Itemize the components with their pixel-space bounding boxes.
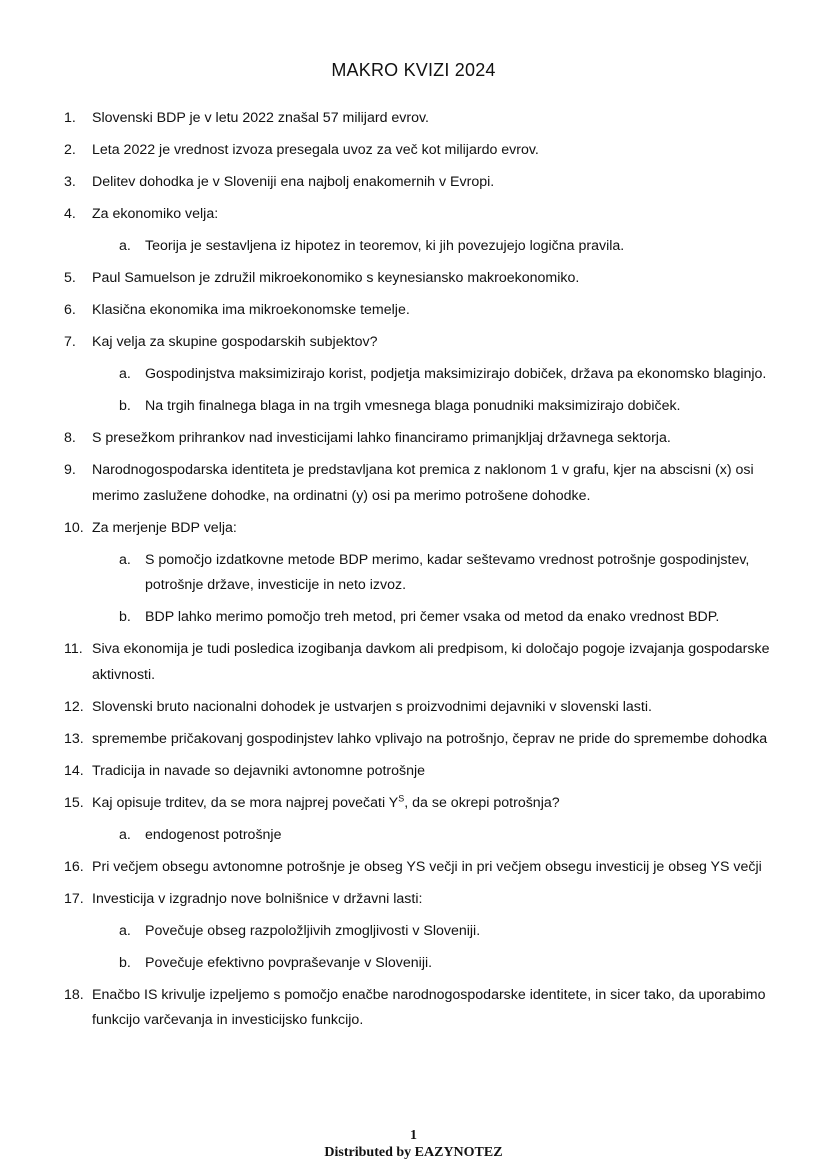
sub-item-letter: b. bbox=[119, 609, 131, 625]
list-item bbox=[0, 855, 827, 881]
item-number: 11. bbox=[64, 641, 83, 657]
sub-item-letter: a. bbox=[119, 366, 131, 382]
sub-item-text: endogenost potrošnje bbox=[145, 826, 282, 843]
list-item bbox=[0, 983, 827, 1034]
sub-item bbox=[0, 605, 827, 631]
item-number: 5. bbox=[64, 270, 76, 286]
list-item bbox=[0, 202, 827, 228]
list-item bbox=[0, 727, 827, 753]
list-item bbox=[0, 298, 827, 324]
item-number: 8. bbox=[64, 430, 76, 446]
question-list bbox=[0, 106, 827, 1040]
list-item bbox=[0, 170, 827, 196]
list-item bbox=[0, 887, 827, 913]
item-text: Investicija v izgradnjo nove bolnišnice v državni lasti: bbox=[92, 890, 423, 907]
item-number: 4. bbox=[64, 206, 76, 222]
sub-item bbox=[0, 234, 827, 260]
item-number: 1. bbox=[64, 110, 76, 126]
sub-item-letter: a. bbox=[119, 551, 131, 568]
item-number: 15. bbox=[64, 794, 84, 811]
item-text-after: , da se okrepi potrošnja? bbox=[404, 794, 560, 811]
list-item bbox=[0, 637, 827, 688]
item-number: 14. bbox=[64, 762, 84, 779]
list-item bbox=[0, 516, 827, 542]
list-item bbox=[0, 458, 827, 509]
item-text: Tradicija in navade so dejavniki avtonomne potrošnje bbox=[92, 762, 426, 779]
item-text: Siva ekonomija je tudi posledica izogibanja davkom ali predpisom, ki določajo pogoje izvajanja gospodarske aktivnosti. bbox=[92, 641, 770, 683]
item-text-before: Kaj opisuje trditev, da se mora najprej povečati Y bbox=[92, 794, 399, 811]
list-item bbox=[0, 759, 827, 785]
list-item bbox=[0, 138, 827, 164]
item-text: Slovenski BDP je v letu 2022 znašal 57 milijard evrov. bbox=[92, 110, 429, 126]
distributed-by-footer: Distributed by EAZYNOTEZ bbox=[324, 1145, 503, 1160]
item-text: Slovenski bruto nacionalni dohodek je ustvarjen s proizvodnimi dejavniki v slovenski lasti. bbox=[92, 698, 652, 715]
item-number: 18. bbox=[64, 986, 84, 1003]
superscript-s: S bbox=[398, 792, 405, 803]
sub-item bbox=[0, 548, 827, 599]
item-number: 2. bbox=[64, 142, 76, 158]
list-item bbox=[0, 106, 827, 132]
sub-item-letter: a. bbox=[119, 238, 131, 254]
list-item bbox=[0, 791, 827, 817]
item-text: Narodnogospodarska identiteta je predstavljana kot premica z naklonom 1 v grafu, kjer na abscisni (x) osi merimo zaslužene dohodke, na ordinatni (y) osi pa merimo potrošene dohodke. bbox=[92, 462, 754, 504]
sub-item bbox=[0, 951, 827, 977]
sub-item-text: BDP lahko merimo pomočjo treh metod, pri čemer vsaka od metod da enako vrednost BDP. bbox=[145, 609, 720, 625]
sub-item bbox=[0, 919, 827, 945]
list-item bbox=[0, 266, 827, 292]
sub-item-letter: a. bbox=[119, 826, 131, 843]
sub-item-text: Povečuje efektivno povpraševanje v Sloveniji. bbox=[145, 954, 433, 971]
sub-item-letter: b. bbox=[119, 954, 131, 971]
item-text: Paul Samuelson je združil mikroekonomiko s keynesiansko makroekonomiko. bbox=[92, 270, 580, 286]
sub-item-text: Teorija je sestavljena iz hipotez in teoremov, ki jih povezujejo logična pravila. bbox=[145, 238, 625, 254]
sub-item-text: Gospodinjstva maksimizirajo korist, podjetja maksimizirajo dobiček, država pa ekonomsko blaginjo. bbox=[145, 366, 767, 382]
item-text: Klasična ekonomika ima mikroekonomske temelje. bbox=[92, 302, 410, 318]
item-number: 13. bbox=[64, 730, 84, 747]
list-item bbox=[0, 330, 827, 356]
sub-item bbox=[0, 394, 827, 420]
item-number: 10. bbox=[64, 519, 84, 536]
item-number: 6. bbox=[64, 302, 76, 318]
item-text: Delitev dohodka je v Sloveniji ena najbolj enakomernih v Evropi. bbox=[92, 174, 495, 190]
item-text: Enačbo IS krivulje izpeljemo s pomočjo enačbe narodnogospodarske identitete, in sicer tako, da uporabimo funkcijo varčevanja in investicijsko funkcijo. bbox=[92, 986, 766, 1028]
sub-item-text: S pomočjo izdatkovne metode BDP merimo, kadar seštevamo vrednost potrošnje gospodinjstev, potrošnje države, investicije in neto izvoz. bbox=[145, 551, 750, 593]
item-text: S presežkom prihrankov nad investicijami lahko financiramo primanjkljaj državnega sektorja. bbox=[92, 430, 671, 446]
item-number: 9. bbox=[64, 462, 76, 478]
item-number: 3. bbox=[64, 174, 76, 190]
item-text: Kaj velja za skupine gospodarskih subjektov? bbox=[92, 334, 378, 350]
sub-item-letter: a. bbox=[119, 922, 131, 939]
item-number: 12. bbox=[64, 698, 84, 715]
list-item bbox=[0, 695, 827, 721]
item-text: Za ekonomiko velja: bbox=[92, 206, 219, 222]
list-item bbox=[0, 426, 827, 452]
sub-item bbox=[0, 823, 827, 849]
sub-item bbox=[0, 362, 827, 388]
item-number: 16. bbox=[64, 858, 84, 875]
item-text: spremembe pričakovanj gospodinjstev lahko vplivajo na potrošnjo, čeprav ne pride do spremembe dohodka bbox=[92, 730, 768, 747]
sub-item-letter: b. bbox=[119, 398, 131, 414]
item-text: Leta 2022 je vrednost izvoza presegala uvoz za več kot milijardo evrov. bbox=[92, 142, 539, 158]
sub-item-text: Povečuje obseg razpoložljivih zmogljivosti v Sloveniji. bbox=[145, 922, 481, 939]
sub-item-text: Na trgih finalnega blaga in na trgih vmesnega blaga ponudniki maksimizirajo dobiček. bbox=[145, 398, 681, 414]
item-text: Za merjenje BDP velja: bbox=[92, 519, 237, 536]
item-number: 17. bbox=[64, 890, 84, 907]
item-text: Pri večjem obsegu avtonomne potrošnje je obseg YS večji in pri večjem obsegu investicij je obseg YS večji bbox=[92, 858, 762, 875]
page-number: 1 bbox=[410, 1128, 417, 1143]
page-title: MAKRO KVIZI 2024 bbox=[331, 60, 496, 80]
item-number: 7. bbox=[64, 334, 76, 350]
